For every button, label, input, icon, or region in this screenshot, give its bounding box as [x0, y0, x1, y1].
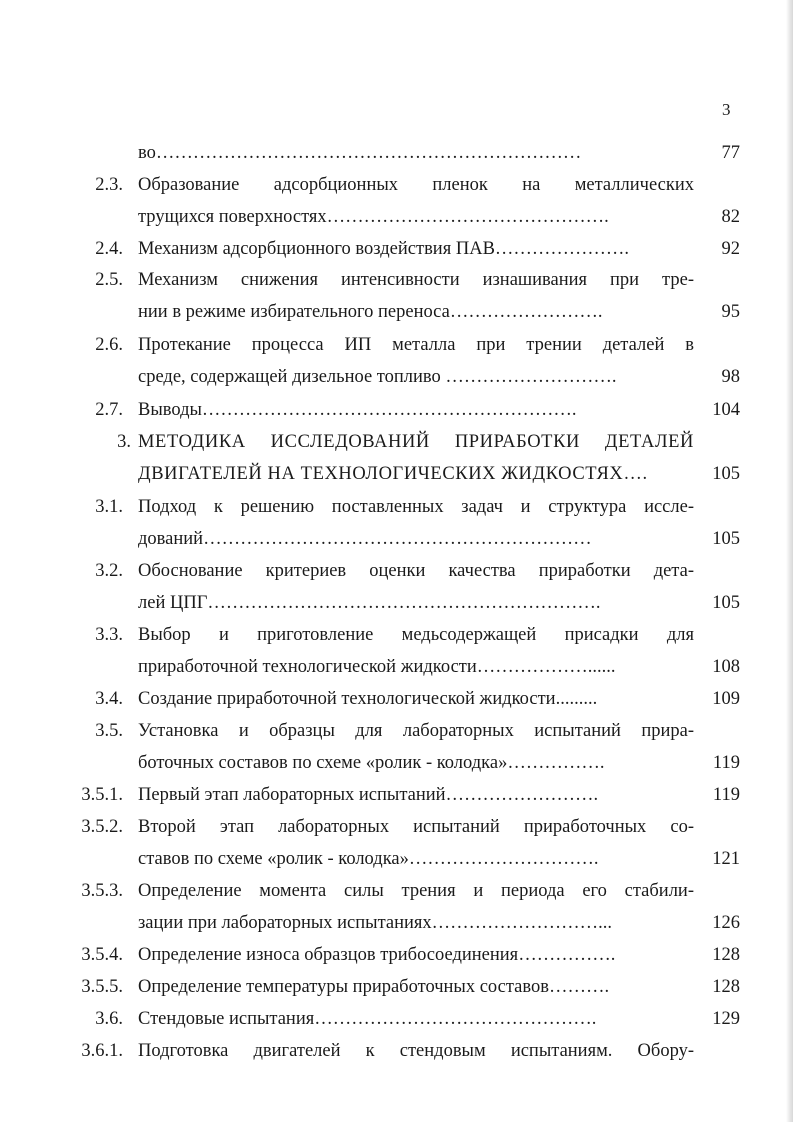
toc-line-text: лей ЦПГ………………………………………………………. [138, 593, 601, 613]
toc-line-number: 2.4. [95, 239, 123, 259]
toc-line-text: Определение температуры приработочных составов………. [138, 977, 610, 997]
toc-line-number: 3. [117, 432, 131, 452]
toc-line-number: 3.5.2. [81, 817, 123, 837]
toc-line-text: Определение момента силы трения и периода его стабили- [138, 881, 694, 901]
toc-line-text: Протекание процесса ИП металла при трении деталей в [138, 335, 694, 355]
toc-line-page: 108 [712, 657, 740, 677]
toc-line-text: Определение износа образцов трибосоединения……………. [138, 945, 616, 965]
toc-line-text: Второй этап лабораторных испытаний приработочных со- [138, 817, 694, 837]
toc-line-number: 2.3. [95, 175, 123, 195]
toc-line-page: 128 [712, 977, 740, 997]
toc-line-number: 2.5. [95, 270, 123, 290]
toc-line-page: 109 [712, 689, 740, 709]
toc-line-number: 3.5. [95, 721, 123, 741]
toc-line-text: приработочной технологической жидкости………………...... [138, 657, 616, 677]
toc-line-text: трущихся поверхностях………………………………………. [138, 207, 609, 227]
toc-line-page: 119 [712, 753, 740, 773]
page-number: 3 [722, 100, 731, 119]
toc-line-page: 119 [712, 785, 740, 805]
toc-line-text: дований……………………………………………………… [138, 529, 592, 549]
toc-line-number: 3.1. [95, 497, 123, 517]
scan-edge-shadow [786, 0, 793, 1122]
toc-line-page: 105 [712, 464, 740, 484]
toc-line-text: Механизм адсорбционного воздействия ПАВ…………………. [138, 239, 630, 259]
toc-line-number: 3.6. [95, 1009, 123, 1029]
toc-line-page: 104 [712, 400, 740, 420]
toc-line-text: среде, содержащей дизельное топливо ………………………. [138, 367, 617, 387]
toc-line-page: 92 [721, 239, 740, 259]
toc-line-number: 2.7. [95, 400, 123, 420]
toc-line-number: 3.5.5. [81, 977, 123, 997]
toc-line-number: 2.6. [95, 335, 123, 355]
toc-line-text: Образование адсорбционных пленок на металлических [138, 175, 694, 195]
toc-line-text: Установка и образцы для лабораторных испытаний прира- [138, 721, 694, 741]
toc-line-text: Выбор и приготовление медьсодержащей присадки для [138, 625, 694, 645]
toc-line-text: Механизм снижения интенсивности изнашивания при тре- [138, 270, 694, 290]
toc-line-page: 105 [712, 593, 740, 613]
toc-line-page: 105 [712, 529, 740, 549]
toc-line-page: 95 [721, 302, 740, 322]
toc-line-number: 3.5.3. [81, 881, 123, 901]
toc-line-page: 82 [721, 207, 740, 227]
toc-line-number: 3.6.1. [81, 1041, 123, 1061]
toc-line-text: Подход к решению поставленных задач и структура иссле- [138, 497, 694, 517]
toc-line-text: боточных составов по схеме «ролик - колодка»……………. [138, 753, 605, 773]
toc-line-page: 77 [721, 143, 740, 163]
toc-line-page: 128 [712, 945, 740, 965]
toc-line-text: ставов по схеме «ролик - колодка»…………………………. [138, 849, 599, 869]
toc-line-number: 3.5.1. [81, 785, 123, 805]
toc-line-text: Обоснование критериев оценки качества приработки дета- [138, 561, 694, 581]
toc-line-page: 98 [721, 367, 740, 387]
toc-line-text: Стендовые испытания………………………………………. [138, 1009, 597, 1029]
toc-line-page: 121 [712, 849, 740, 869]
toc-line-page: 129 [712, 1009, 740, 1029]
toc-line-text: Первый этап лабораторных испытаний……………………. [138, 785, 599, 805]
toc-line-number: 3.2. [95, 561, 123, 581]
toc-line-text: нии в режиме избирательного переноса……………………. [138, 302, 603, 322]
toc-line-text: МЕТОДИКА ИССЛЕДОВАНИЙ ПРИРАБОТКИ ДЕТАЛЕЙ [138, 432, 694, 452]
toc-line-text: Подготовка двигателей к стендовым испытаниям. Обору- [138, 1041, 694, 1061]
toc-line-text: Выводы……………………………………………………. [138, 400, 577, 420]
toc-line-number: 3.3. [95, 625, 123, 645]
toc-line-number: 3.4. [95, 689, 123, 709]
toc-line-text: во…………………………………………………………… [138, 143, 582, 163]
toc-line-page: 126 [712, 913, 740, 933]
toc-line-text: зации при лабораторных испытаниях………………………... [138, 913, 613, 933]
toc-line-text: ДВИГАТЕЛЕЙ НА ТЕХНОЛОГИЧЕСКИХ ЖИДКОСТЯХ…. [138, 464, 648, 484]
toc-line-number: 3.5.4. [81, 945, 123, 965]
toc-line-text: Создание приработочной технологической жидкости......... [138, 689, 598, 709]
